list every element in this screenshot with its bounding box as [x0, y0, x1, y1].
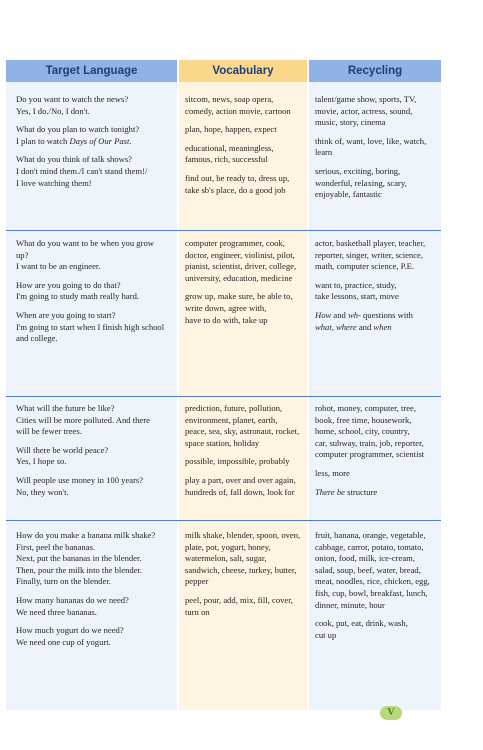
vocabulary-paragraph — [185, 403, 307, 449]
vocabulary-cell — [185, 530, 307, 625]
recycling-paragraph — [315, 166, 439, 201]
text-line: How do you make a banana milk shake? — [16, 530, 156, 540]
text-line: movie, actor, actress, sound, — [315, 105, 413, 116]
text-line: Finally, turn on the blender. — [16, 576, 111, 587]
text-line: find out, be ready to, dress up, — [185, 172, 290, 183]
text-line: salad, soup, beef, water, bread, — [315, 564, 421, 575]
target-paragraph — [16, 445, 176, 468]
text-line: robot, money, computer, tree, — [315, 403, 416, 413]
text-line: enjoyable, fantastic — [315, 189, 382, 200]
recycling-cell — [315, 530, 439, 648]
text-line: cut up — [315, 629, 337, 640]
recycling-header: Recycling — [309, 60, 441, 82]
text-line: Then, pour the milk into the blender. — [16, 564, 143, 575]
target-paragraph — [16, 154, 176, 189]
text-line: We need three bananas. — [16, 606, 97, 617]
text-line: peace, sea, sky, astronaut, rocket, — [185, 426, 300, 437]
text-line: write down, agree with, — [185, 302, 267, 313]
text-line: math, computer science, P.E. — [315, 261, 415, 272]
text-line: Cities will be more polluted. And there — [16, 414, 150, 425]
recycling-paragraph — [315, 487, 439, 499]
recycling-paragraph — [315, 280, 439, 303]
syllabus-table — [6, 60, 441, 710]
vocabulary-paragraph — [185, 238, 307, 284]
target-paragraph — [16, 310, 176, 345]
text-line: I plan to watch Days of Our Past. — [16, 135, 132, 146]
target-cell — [16, 238, 176, 352]
recycling-paragraph — [315, 618, 439, 641]
text-line: take lessons, start, move — [315, 291, 399, 302]
text-line: will be fewer trees. — [16, 426, 82, 437]
text-line: watermelon, salt, sugar, — [185, 553, 267, 564]
target-paragraph — [16, 403, 176, 438]
text-line: turn on — [185, 606, 210, 617]
vocabulary-paragraph — [185, 94, 307, 117]
text-line: onion, food, milk, ice-cream, — [315, 553, 415, 564]
text-line: cabbage, carrot, potato, tomato, — [315, 541, 424, 552]
text-line: have to do with, take up — [185, 314, 268, 325]
target-paragraph — [16, 280, 176, 303]
text-line: How much yogurt do we need? — [16, 625, 124, 636]
vocabulary-paragraph — [185, 124, 307, 136]
text-line: reporter, singer, writer, science, — [315, 249, 424, 260]
recycling-paragraph — [315, 136, 439, 159]
text-line: What do you want to be when you grow — [16, 238, 154, 248]
text-line: hundreds of, fall down, look for — [185, 486, 295, 497]
target-paragraph — [16, 595, 176, 618]
text-line: up? — [16, 249, 29, 260]
target-paragraph — [16, 530, 176, 588]
vocabulary-paragraph — [185, 456, 307, 468]
text-line: No, they won't. — [16, 486, 69, 497]
vocabulary-paragraph — [185, 475, 307, 498]
text-line: cook, put, eat, drink, wash, — [315, 618, 408, 629]
text-line: music, story, cinema — [315, 117, 386, 128]
text-line: sandwich, cheese, turkey, butter, — [185, 564, 297, 575]
text-line: dinner, minute, hour — [315, 599, 385, 610]
text-line: milk shake, blender, spoon, oven, — [185, 530, 301, 540]
recycling-paragraph — [315, 238, 439, 273]
text-line: play a part, over and over again, — [185, 474, 296, 485]
text-line: learn — [315, 147, 333, 158]
text-line: When are you going to start? — [16, 309, 116, 320]
recycling-paragraph — [315, 94, 439, 129]
target-language-header: Target Language — [6, 60, 177, 82]
text-line: university, education, medicine — [185, 272, 293, 283]
text-line: How many bananas do we need? — [16, 594, 129, 605]
text-line: environment, planet, earth, — [185, 414, 278, 425]
target-paragraph — [16, 94, 176, 117]
text-line: think of, want, love, like, watch, — [315, 135, 427, 146]
text-line: I'm going to study math really hard. — [16, 291, 140, 302]
text-line: and college. — [16, 333, 58, 344]
text-line: Do you want to watch the news? — [16, 94, 129, 104]
recycling-paragraph — [315, 403, 439, 461]
vocabulary-cell — [185, 238, 307, 333]
text-line: I'm going to start when I finish high school — [16, 321, 165, 332]
text-line: wonderful, relaxing, scary, — [315, 177, 407, 188]
text-line: space station, holiday — [185, 437, 260, 448]
text-line: famous, rich, successful — [185, 154, 268, 165]
text-line: computer programmer, cook, — [185, 238, 285, 248]
text-line: How are you going to do that? — [16, 279, 121, 290]
text-line: peel, pour, add, mix, fill, cover, — [185, 594, 293, 605]
text-line: what, where and when — [315, 321, 392, 332]
text-line: pianist, scientist, driver, college, — [185, 261, 297, 272]
text-line: Yes, I do./No, I don't. — [16, 105, 90, 116]
text-line: fruit, banana, orange, vegetable, — [315, 530, 426, 540]
row-divider — [6, 396, 441, 397]
text-line: Will there be world peace? — [16, 444, 109, 455]
text-line: less, more — [315, 467, 350, 478]
text-line: educational, meaningless, — [185, 142, 274, 153]
text-line: book, free time, housework, — [315, 414, 412, 425]
text-line: actor, basketball player, teacher, — [315, 238, 426, 248]
recycling-cell — [315, 403, 439, 505]
target-paragraph — [16, 238, 176, 273]
text-line: I want to be an engineer. — [16, 261, 101, 272]
text-line: What do you plan to watch tonight? — [16, 124, 140, 135]
page-number: V — [380, 706, 402, 720]
vocabulary-cell — [185, 94, 307, 203]
recycling-paragraph — [315, 310, 439, 333]
text-line: grow up, make sure, be able to, — [185, 291, 293, 302]
text-line: We need one cup of yogurt. — [16, 636, 111, 647]
text-line: There be structure — [315, 486, 378, 497]
text-line: possible, impossible, probably — [185, 456, 290, 467]
text-line: prediction, future, pollution, — [185, 403, 283, 413]
text-line: Yes, I hope so. — [16, 456, 67, 467]
target-paragraph — [16, 625, 176, 648]
vocabulary-cell — [185, 403, 307, 505]
target-cell — [16, 94, 176, 196]
vocabulary-paragraph — [185, 595, 307, 618]
target-paragraph — [16, 475, 176, 498]
vocabulary-paragraph — [185, 530, 307, 588]
vocabulary-paragraph — [185, 143, 307, 166]
target-paragraph — [16, 124, 176, 147]
target-cell — [16, 530, 176, 655]
target-cell — [16, 403, 176, 505]
text-line: First, peel the bananas. — [16, 541, 95, 552]
row-divider — [6, 520, 441, 521]
text-line: doctor, engineer, violinist, pilot, — [185, 249, 295, 260]
text-line: How and wh- questions with — [315, 309, 413, 320]
text-line: Next, put the bananas in the blender. — [16, 553, 142, 564]
text-line: I don't mind them./I can't stand them!/ — [16, 165, 148, 176]
text-line: meat, noodles, rice, chicken, egg, — [315, 576, 430, 587]
text-line: Will people use money in 100 years? — [16, 474, 144, 485]
text-line: take sb's place, do a good job — [185, 184, 286, 195]
text-line: sitcom, news, soap opera, — [185, 94, 274, 104]
text-line: plate, pot, yogurt, honey, — [185, 541, 271, 552]
text-line: want to, practice, study, — [315, 279, 397, 290]
text-line: What do you think of talk shows? — [16, 154, 132, 165]
text-line: fish, cup, bowl, breakfast, lunch, — [315, 587, 428, 598]
row-divider — [6, 230, 441, 231]
text-line: talent/game show, sports, TV, — [315, 94, 417, 104]
text-line: plan, hope, happen, expect — [185, 124, 277, 135]
recycling-paragraph — [315, 530, 439, 611]
text-line: computer programmer, scientist — [315, 449, 425, 460]
recycling-paragraph — [315, 468, 439, 480]
vocabulary-header: Vocabulary — [179, 60, 307, 82]
text-line: serious, exciting, boring, — [315, 165, 401, 176]
vocabulary-paragraph — [185, 173, 307, 196]
recycling-cell — [315, 94, 439, 208]
text-line: comedy, action movie, cartoon — [185, 105, 291, 116]
vocabulary-paragraph — [185, 291, 307, 326]
recycling-cell — [315, 238, 439, 340]
text-line: I love watching them! — [16, 177, 92, 188]
text-line: pepper — [185, 576, 209, 587]
text-line: car, subway, train, job, reporter, — [315, 437, 424, 448]
text-line: home, school, city, country, — [315, 426, 410, 437]
text-line: What will the future be like? — [16, 403, 115, 413]
